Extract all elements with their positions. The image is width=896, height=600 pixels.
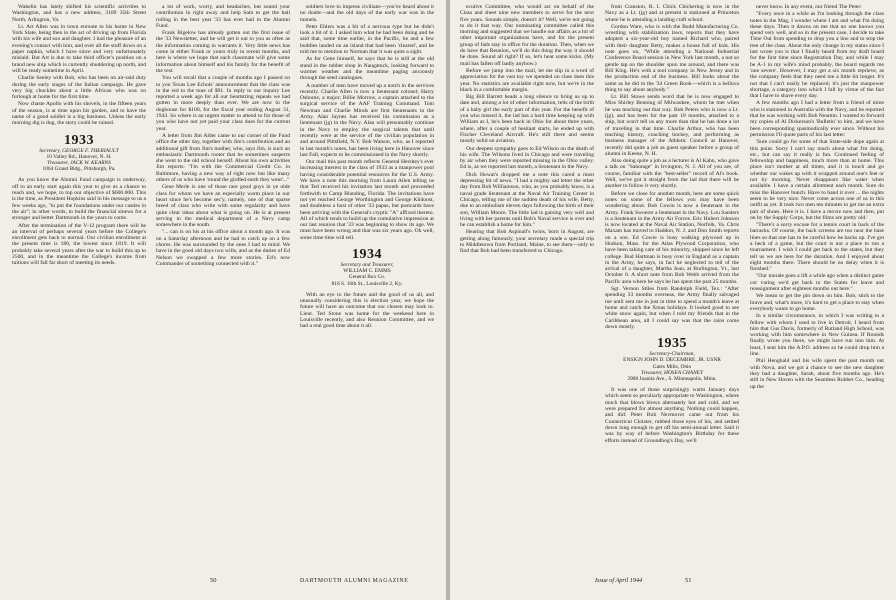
right-column-3 — [750, 4, 884, 560]
class-year: 1933 — [64, 132, 94, 148]
paragraph: We mean to get the pin down on him. Bob, stick to the brave and, what's more, it's hard to get a place to stay when everybody wants to go home. — [750, 293, 884, 312]
paragraph: 'Sure could go for some of that State-side dope again at this point. Sorry I can't say much about what I'm doing, etc., but can say it really is fun. Continued feeling of fellowship and happiness, much more than at home. This place isn't mother at all times, and it is touch and go whether our wakes up with it wrapped around one's feet or not by morning. Never disappears like water when available. I have a certain allotment each month. Sure do miss the Hanover bunch. Have to hand it over ... the nights seem to be very nice. Never come across one of us in this outfit as yet. It took two men ten minutes to get me an extra pair of shoes. Here it is. I have a movie now and then, put on by the Supply Corps, but the films are pretty old.' — [750, 139, 884, 221]
paragraph: After the termination of the V-12 program there will be an interval of perhaps several years before the College's enrollment gets back to normal. Our civilian enrollment at the present time is 180, the lowest since 1819. It will probably take several years after the war to build this up to 2500, and in the meantime the College's income from tuitions will fall far short of meeting its needs. — [12, 222, 146, 267]
right-column-1 — [460, 4, 594, 560]
class-treasurer: Treasurer, HOSEA CHANEY — [641, 369, 703, 376]
class-treasurer-address: 1064 Grand Bldg., Pittsburgh, Pa. — [42, 166, 116, 173]
paragraph: A number of men have moved up a notch in the services recently. Charlie Allen is now a lieutenant colonel; Harry Osborne, a major; Billie Morrow, a captain attached to the surgical service of the AAF Training Command. Tom Newman and Charlie Minds are first lieutenants in the Army. Alan Jaynes has received his commission as a lieutenant (jg) in the Navy. Alan will presumably continue in the Navy to employ the surgical talents that until recently were at the service of the civilian population in and around Pittsfield, N.Y. Bob Watson, who, as I reported in last month's notes, has been living here in Hanover since last Fall, expects to be commissioned in the Navy shortly. — [300, 82, 434, 158]
right-column-2 — [605, 4, 739, 560]
left-column-3 — [300, 4, 434, 560]
paragraph: Gene Merle is one of those rare good guys in ye olde class for whom we have an especially warm place in our heart since he's become sec'y, namely, one of that sparse breed of class who write with some regularity and have quite clear ideas about what is going on. He is at present serving in the medical department of a Navy camp somewhere in the south. — [156, 184, 290, 229]
class-year: 1934 — [352, 246, 382, 262]
paragraph: A few months ago I had a letter from a friend of mine who is stationed in Australia with the Navy, and he reported that he was working with Bob Nearmn. I wanted to forward my copies of Al Dickerson's 'Bulletin' to him, and we have been corresponding spasmodically ever since. Without his permission I'll quote parts of his last letter: — [750, 100, 884, 138]
paragraph: It was one of those surprisingly warm January days which seem so peculiarly appropriate to Washington, where much that blows blows alternately hot and cold, and we were prepared for almost anything. Nothing could happen, and did: Peter Bob Nevmover came out from his Connecticut Cloister, rubbed those eyes of his, and settled down long enough to get off his semi-annual letter. Said it was by way of before Washington's Birthday for these efforts instead of Groundhog's Day, we'll — [605, 387, 739, 444]
paragraph: Lt. Art Allen was in town enroute to his home in New York State, being then in the act of driving up from Florida with his wife and son and daughter. I had the pleasure of an evening's contact with him, and over all the stuff down on a paper napkin, which I have since and very unfortunately mislaid. But Art is due to take third officer's position on a brand new ship which is currently shuddering up north, and will be ready sometime in April. — [12, 23, 146, 74]
class-secretary: Secretary and Treasurer, — [340, 261, 394, 268]
left-column-2 — [156, 4, 290, 560]
paragraph: Big Bill Barrett heads a long silence to bring us up to date and, among a lot of other information, tells of the birth of a baby girl the early part of this year. For the benefit of you who missed it, the lad has a hard time keeping up with William as I, he's been back in Ohio for about three years, where, after a couple of hesitant starts, he ended up with Fischer Cleveland Aircraft. He's still there and seems mostly solid on aviation. — [460, 94, 594, 145]
magazine-title: DARTMOUTH ALUMNI MAGAZINE — [300, 578, 409, 584]
paragraph: A letter from Jim Alder came to our corner of the Fund office the other day, together with Jim's contribution and an additional gift from Jim's mother, who, says Jim, is such an enthusiastic Dartmouth rooter that he sometimes suspects she went to the old school herself. About his own activities Jim reports: "I'm with the Commercial Credit Co. in Baltimore, having a new way of right now but like many others of us who have 'round the girdled earth they went'..." — [156, 132, 290, 184]
paragraph: "... can is on his at his office about a month ago. It was on a Saturday afternoon and he had to catch up on a few chores. He was surrounded by the ones I had to mind. We have in the good old days two wills, and as the duties of Ed Nelson we swapped a few more stories. Ed's now Commander of something connected with it." — [156, 229, 290, 267]
paragraph: Also doing quite a job as a lecturer is Al Kahn, who gave a talk on "Sabotage" in Irvington, N. J. All of you are, of course, familiar with the "best-seller" record of Al's book. Well, we've got it straight from the lad that there will be another to follow it very shortly. — [605, 158, 739, 190]
paragraph: "Our morale goes a lift a while ago when a distinct game cor varing we'd get back to the States for leave and reassignment after eighteen months out here." — [750, 273, 884, 293]
paragraph: from Cranston, R. I. Chick Chickering is now in the Navy as a Lt. (jg) and at present is stationed at Princeton where he is attending a landing craft school. — [605, 4, 739, 23]
paragraph: soldiers love to impress civilians—you've heard about it no doubt—and the old days of the early war was in the tunnels. — [300, 4, 434, 23]
paragraph: As you know the Alumni Fund campaign is underway, off to an early start again this year to give us a chance to reach and, we hope, to top our objective of $600.000. This is the time, as President Hopkins said in his message to us a few weeks ago, "to put the foundations under our castles in the air"; in other words, to build the financial sinews for a stronger and better Dartmouth in the years to come. — [12, 177, 146, 222]
paragraph: "There's a sorry excuse for a tennis court in back of the barracks. Of course, the back screens are too near the base lines so that one has to be careful how he backs up. I've got a heck of a game, but the court is not a place to run a tournament. I wish I could get back to the states, but they tell us we are here for the duration. And I enjoyed about eight months there. There should be no delay when it is finished." — [750, 222, 884, 273]
issue-date: Issue of April 1944 — [595, 577, 643, 584]
class-secretary-address: Gates Mills, Ohio — [652, 363, 692, 370]
class-header-1933 — [12, 133, 146, 173]
paragraph: Wakelin has lately shifted his scientific activities to Washington, and has a new address, 3109 35th Street North, Arlington, Va. — [12, 4, 146, 23]
left-column-1 — [12, 4, 146, 560]
class-header-1935 — [605, 336, 739, 382]
class-secretary-name: WILLIAM C. EMMS — [343, 268, 391, 275]
paragraph: Lt. Bill Stowe sends word that he is now engaged to Miss Shirley Benning of Milwaukee, whom he met when he was teaching out that way. Bob Peters who is now a Lt. (jg), and has been for the past 18 months, attached to a ship, but won't tell us any more than that he has done a lot of traveling in that time. Charlie Arthur, who has been teaching history, coaching hockey, and performing as business manager of the Athletic Council at Hanover, recently did quite a job as guest speaker before a group of alumni in Keene, N. H. — [605, 94, 739, 157]
paragraph: Dick Howat's dropped me a note this cared a most depressing bit of news. "I had a mighty sad letter the other day from Bob Williamson, who, as you probably know, is a naval grade lieutenant at the Naval Air Training Center in Chicago, telling me of the sudden death of his wife, Betty, due to an embolism eleven days following the birth of their son, William Moore. The little lad is gaining very well and living with her parents until Bob's Naval service is over and he can establish a home for him." — [460, 171, 594, 229]
paragraph: "Every once in a while as I'm looking through the class notes in the Mag, I wonder where I am and what I'm doing these days. Then it dawns on me that no one knows you spend very well, and so in the present case, I decide to take Time Out from spending to drop you a line and to stop the tree of the class. About the only change in my status since I last wrote you is that I finally heard from my draft board for the first time since Registration Day, and while I may be A-1 in my wife's mind probably, the board regards me 'one severe'. However, I may get a six month reprieve, as the company feels that they need me a little bit longer. It's not that I can't easily be replaced; it's just the manpower shortage, a category into which I fall by virtue of the fact that I have to shave every day. — [750, 11, 884, 100]
class-secretary-address: 816 S. 16th St., Louisville 2, Ky. — [331, 280, 403, 287]
paragraph: a lot of work, worry, and headaches, but sound your contribution in right away and help Sam to get the ball rolling in the best year '33 has ever had in the Alumni Fund. — [156, 4, 290, 29]
class-year: 1935 — [657, 336, 687, 352]
paragraph: Peter Ehlers was a bit of a nervous type but he didn't look a bit of it. I asked him what he had been doing and he said that, some time earlier, in the Pacific, he and a few buddies landed on an island that had been 'cleared', and he told me to mention to Norman that it was quite a sight. — [300, 23, 434, 56]
class-header-1934 — [300, 247, 434, 287]
paragraph: Before we jump into the mail, let me slip in a word of appreciation for the vast toy we spended on class dues this year. No statistics are available right now, but we're in the black in a comfortable margin. — [460, 67, 594, 93]
class-secretary-address: 10 Valley Rd., Hanover, N. H. — [46, 153, 112, 160]
class-secretary-company: General Box Co. — [348, 274, 386, 281]
paragraph: Hearing that Bob Aspinall's twins, born in August, are getting along famously, your secretary made a special trip to Middletown from Portland, Maine, to see them—only to find that Bob had been transferred to Chicago. — [460, 229, 594, 255]
paragraph: never know. In any event, our friend The Peter: — [756, 4, 862, 10]
paragraph: You will recall that a couple of months ago I passed on to you Texas Lee Echols' announcement that the class was in the red to the tune of $91. In reply to our inquiry Lee reported a week ago for all our heartstring repeals we had gotten in more deeply than ever. We are now in the doghouse for $100, for the fiscal year ending August 31, 1943. So where is an urgent matter to attend to for those of you who have not yet paid your class dues for the current year. — [156, 75, 290, 132]
class-secretary: Secretary-Chairman, — [649, 351, 695, 358]
class-secretary: Secretary, GEORGE F. THERIAULT — [39, 147, 119, 154]
right-page — [450, 0, 896, 600]
left-page — [0, 0, 446, 600]
paragraph: Sgt. Vernon Stiles from Randolph Field, Tex.: "After spending 33 months overseas, the Army finally salvaged me until sent me in just in time to spend a month's leave at home and catch the Xmas holidays. It looked good to see white snow again, but when I told my friends that in the Caribbean area, all I could say was that the rains come down mostly. — [605, 286, 739, 330]
paragraph: Our deepest sympathy goes to Ed Wilson on the death of his wife. The Wilsons lived in Chicago and were traveling by air when they were reported missing in the Ohio valley. Ed is, as we reported last month, a lieutenant in the Navy. — [460, 145, 594, 171]
class-secretary-name: ENSIGN JOHN D. DECEMBRE, JR. USNR — [623, 357, 721, 364]
paragraph: Frank Bigelow has already gotten out the first issue of the '33 Newsletter, and he will get it out to you as often as the information coming in warrants it. Very little news has come in either Frank or yours truly in recent months, and here is where we hope that each classmate will give some information about himself and his family for the benefit of the rest. — [156, 30, 290, 74]
page-number: 50 — [210, 577, 217, 584]
paragraph: Charlie Seeley with Bob, who has been on air-raid duty during the early stages of the Italian campaign. He gave very big chuckles about a little African who was on furlough at home for the first time. — [12, 75, 146, 101]
paragraph: ecutive Committee, who would act on behalf of the Class and sheet nine new members to serve for the next five years. Sounds simple, doesn't it? Well, we're not going to do it that way. Our nominating committee called this morning and suggested that we handle our affairs as a lot of other important organizations have, and for the present group of fads stay in office for the duration. Then, when we do have that Reunion, we'll do this thing the way it should be done. Sound all right? If so, let's hear some kicks. (My mail has fallen off badly anyhow.) — [460, 4, 594, 67]
paragraph: Now chaste Apollo with his shovels, in the fifteen years of the season, is at time upon his garden, and to have the name of a good soldier is a big business. Unless the early morning dig is dug, the story could be ruined. — [12, 101, 146, 127]
paragraph: In a similar circumstance, in which I was writing to a fellow with whom I used to live in Detroit, I heard from him that Gus Davis, formerly of Rutland High School, was working with him somewhere in New Guinea. If Rounds finally wrote you there, we might have run into him. At least, I sent him the A.P.O. address so he could drop him a line. — [750, 313, 884, 358]
paragraph: Before we close for another month, here are some quick notes on some of the fellows you may have been wondering about. Bob Cowin is now a lieutenant in the Army. Frank Swoerer a lieutenant in the Navy. Lou Sanders is a lieutenant in the Army Air Forces. Eric Hubert Johnson is now located at the Naval Air Station, Norfolk, Va. Chris Maxam has moved to Haddon, N. J. and Don Smith reports on a son. Ed Cowie is busy walking plywood up in Hudson, Mass. for the Atlas Plywood Corporation, who have been taking care of his minority, shipped since he left college. Bud Hartman is busy over in England as a captain in the Army, he says, in fact he neglected to tell of the arrival of a daughter, Martha Jean, at Burlington, Vt., last October 6. A short note from Bob Webb arrived from the Pacific area where he says he has spent the past 25 months. — [605, 190, 739, 285]
paragraph: With an eye to the future and the good of us all, and unusually considering this is election year, we hope the future will have an outcome that our chosen may look to. Lieut. Ted Stone was home for the weekend here in Louisville recently, and also Reunion Committee, and we had a real good time about it all. — [300, 291, 434, 330]
paragraph: As for Gene himself, he says that he is still at the old stand in the rubber shop in Naugatuck, looking forward to warmer weather and the meantime paging anxiously through the seed catalogues. — [300, 56, 434, 82]
paragraph: Phil Henghald and his wife spent the past month out with Nova, and we got a chance to see the new daughter they had a daughter, Sarah, about five months ago. He's still in New Haven with the Seamless Rubber Co., heading up the — [750, 358, 884, 390]
paragraph: Gordon Ware, who is with the Budd Manufacturing Co. wrestling with stabilization laws, reports that they have adopted a six-year-old boy named Richard who, paired with their daughter Betty, makes a house full of kids. His note goes on, "While attending a National Industrial Conference Board session in New York last month, a not so gentle tap on the shoulder spun me around, and there was Bill King. He's with a tool company in New Jersey and in the production end of the business. Bill looks about the same as he did in the '34 Green Book—which is a helluva thing to say about anybody." — [605, 23, 739, 93]
class-treasurer: Treasurer, JACK W. KEARNS — [47, 160, 111, 167]
page-number: 51 — [685, 577, 692, 584]
class-treasurer-address: 3908 Juanita Ave., S. Minneapolis, Minn. — [627, 375, 717, 382]
paragraph: Our mail this past month reflects General Hershey's ever increasing interest in the class of 1933 as a manpower pool having considerable potential resources for the U.S. Army. We have a note this morning from Laura Allen telling us that Ted received his invitation last month and proceeded forthwith to Camp Blanding, Florida. The invitations have not yet reached George Worthington and George Kildoost, and doubtless a host of other '33 papas, but postcards have been arriving with the General's cryptic "A" affixed thereto. All of which tends to build up the cumulative impression at our last reunion that '33 was beginning to show its age. We must have been wrong and that was six years ago. Oh well, some time time will tell. — [300, 159, 434, 241]
